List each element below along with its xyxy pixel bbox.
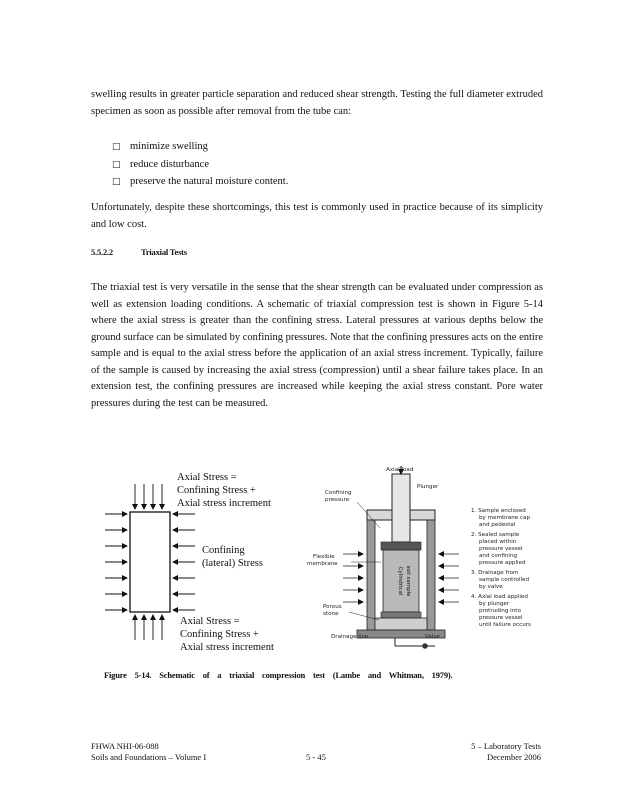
triaxial-apparatus xyxy=(343,466,459,649)
top-label-line: Axial stress increment xyxy=(177,498,271,509)
list-item: □ minimize swelling xyxy=(112,138,288,156)
bullet-icon: □ xyxy=(112,142,121,152)
stress-schematic xyxy=(105,472,274,653)
apparatus-notes xyxy=(471,508,531,628)
flexible-membrane-label: membrane xyxy=(307,561,338,567)
paragraph-shortcomings: Unfortunately, despite these shortcomings, this test is commonly used in practice because of its simplicity and low cost. xyxy=(91,202,543,230)
confining-pressure-label: pressure xyxy=(325,497,350,503)
top-arrows xyxy=(135,484,162,509)
svg-text:and pedestal: and pedestal xyxy=(479,522,516,528)
svg-text:2. Sealed sample: 2. Sealed sample xyxy=(471,532,520,538)
plunger-label: Plunger xyxy=(417,484,439,490)
top-label-line: Axial Stress = xyxy=(177,472,237,483)
right-arrows xyxy=(173,514,195,610)
svg-text:by membrane cap: by membrane cap xyxy=(479,515,531,521)
bottom-label-line: Confining Stress + xyxy=(180,629,259,640)
footer-left: FHWA NHI-06-088 Soils and Foundations – Volume I xyxy=(91,741,207,762)
footer-right: 5 – Laboratory Tests December 2006 xyxy=(471,741,541,762)
paragraph-triaxial: The triaxial test is very versatile in the sense that the shear strength can be evaluated under compression as well as extension loading conditions. A schematic of triaxial compression test is shown in Figure 5-14 where the axial stress is greater than the confining stress. Lateral pressures at various depths below the ground surface can be simulated by confining pressures. Note that the confining pressures acts on the entire sample and is equal to the axial stress before the application of an axial stress increment. Typically, failure of the sample is caused by increasing the axial stress (compression) until a shear failure takes place. In an extension test, the confining pressures are increased while keeping the axial stress constant. Pore water pressures during the test can be measured. xyxy=(91,282,543,409)
sample-label-line: soil sample xyxy=(405,565,411,597)
side-label-line: (lateral) Stress xyxy=(202,558,263,569)
bottom-label-line: Axial stress increment xyxy=(180,642,274,653)
bottom-label-line: Axial Stress = xyxy=(180,616,240,627)
flexible-membrane-label: Flexible xyxy=(313,554,335,560)
plunger xyxy=(392,474,410,542)
svg-text:pressure vessel: pressure vessel xyxy=(479,546,523,552)
paragraph-swelling: swelling results in greater particle separation and reduced shear strength. Testing the full diameter extruded specimen as soon as possible after removal from the tube can: xyxy=(91,89,543,117)
bullet-icon: □ xyxy=(112,177,121,187)
left-arrows xyxy=(105,514,127,610)
svg-text:placed within: placed within xyxy=(479,539,517,545)
section-number: 5.5.2.2 xyxy=(91,247,113,257)
svg-text:pressure applied: pressure applied xyxy=(479,560,526,566)
svg-text:protruding into: protruding into xyxy=(479,608,521,614)
svg-text:until failure occurs: until failure occurs xyxy=(479,622,531,628)
side-label-line: Confining xyxy=(202,545,245,556)
svg-text:1. Sample enclosed: 1. Sample enclosed xyxy=(471,508,526,514)
svg-text:by plunger: by plunger xyxy=(479,601,510,607)
sample-label-line: Cylindrical xyxy=(397,566,403,596)
top-label-line: Confining Stress + xyxy=(177,485,256,496)
valve-label: Valve xyxy=(425,634,441,640)
porous-stone-label: Porous xyxy=(323,604,342,610)
section-title: Triaxial Tests xyxy=(140,247,187,257)
drainage-line-label: Drainage line xyxy=(331,634,369,640)
bullet-list xyxy=(112,138,288,191)
porous-stone-label: stone xyxy=(323,611,339,617)
svg-text:sample controlled: sample controlled xyxy=(479,577,530,583)
triaxial-figure xyxy=(95,462,535,662)
axial-load-label: Axial load xyxy=(386,467,414,473)
bottom-arrows xyxy=(135,615,162,640)
figure-caption: Figure 5-14. Schematic of a triaxial compression test (Lambe and Whitman, 1979). xyxy=(104,670,453,680)
sample-element xyxy=(130,512,170,612)
svg-text:3. Drainage from: 3. Drainage from xyxy=(471,570,519,576)
list-item: □ preserve the natural moisture content. xyxy=(112,173,288,191)
section-heading xyxy=(91,247,187,257)
svg-text:by valve: by valve xyxy=(479,584,503,590)
bullet-icon: □ xyxy=(112,159,121,170)
confining-pressure-label: Confining xyxy=(325,490,352,496)
svg-text:pressure vessel: pressure vessel xyxy=(479,615,523,621)
list-item: □ reduce disturbance xyxy=(112,156,288,174)
svg-text:and confining: and confining xyxy=(479,553,518,559)
page-number: 5 - 45 xyxy=(306,752,326,762)
stress-labels xyxy=(177,472,274,653)
svg-text:4. Axial load applied: 4. Axial load applied xyxy=(471,594,528,600)
